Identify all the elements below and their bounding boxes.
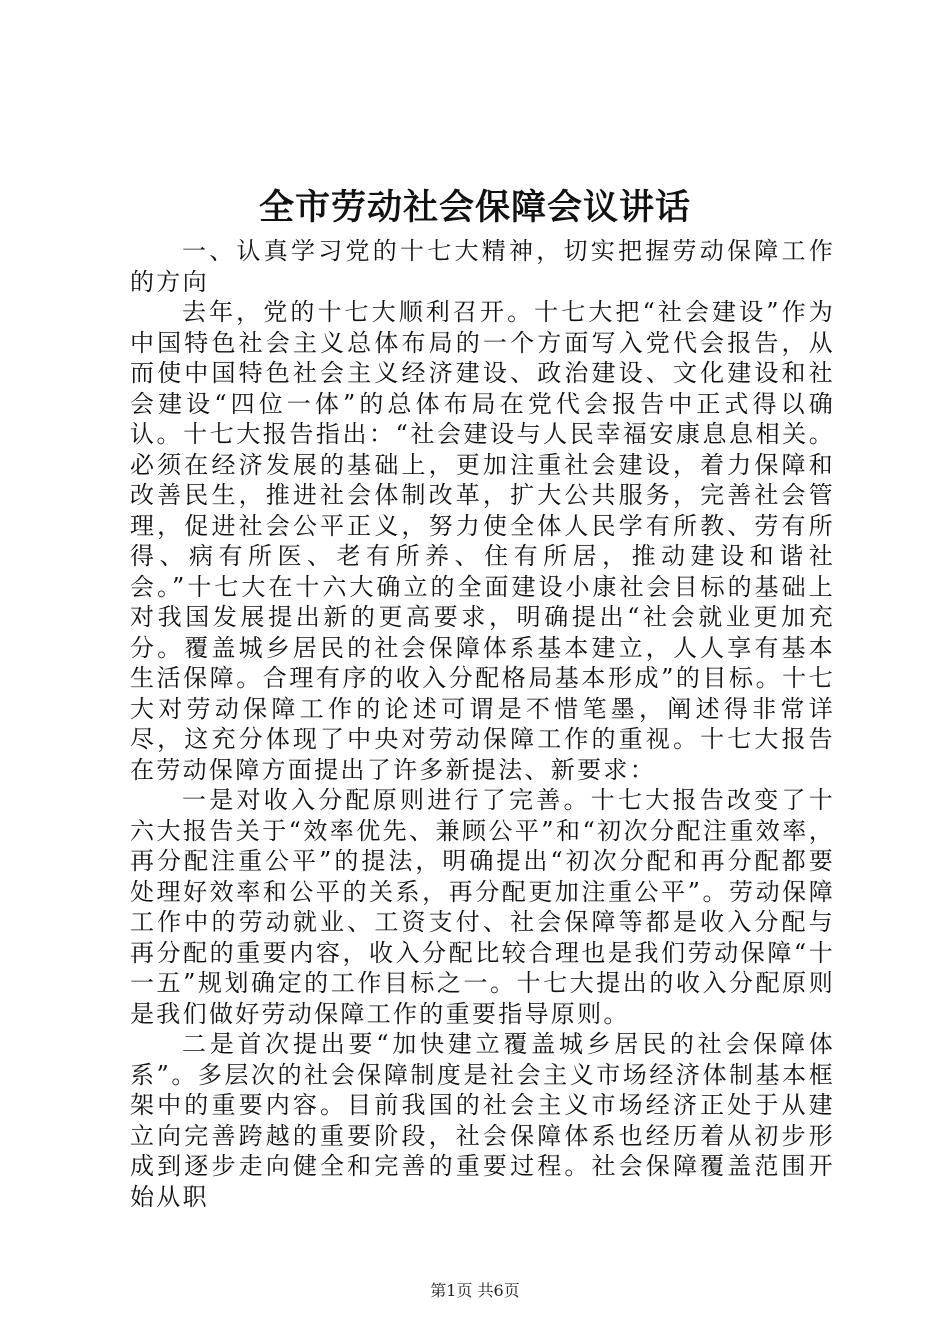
- paragraph: 去年，党的十七大顺利召开。十七大把“社会建设”作为中国特色社会主义总体布局的一个方面写入党代会报告，从而使中国特色社会主义经济建设、政治建设、文化建设和社会建设“四位一体”的总体布局在党代会报告中正式得以确认。十七大报告指出：“社会建设与人民幸福安康息息相关。必须在经济发展的基础上，更加注重社会建设，着力保障和改善民生，推进社会体制改革，扩大公共服务，完善社会管理，促进社会公平正义，努力使全体人民学有所教、劳有所得、病有所医、老有所养、住有所居，推动建设和谐社会。”十七大在十六大确立的全面建设小康社会目标的基础上对我国发展提出新的更高要求，明确提出“社会就业更加充分。覆盖城乡居民的社会保障体系基本建立，人人享有基本生活保障。合理有序的收入分配格局基本形成”的目标。十七大对劳动保障工作的论述可谓是不惜笔墨，阐述得非常详尽，这充分体现了中央对劳动保障工作的重视。十七大报告在劳动保障方面提出了许多新提法、新要求：: [130, 298, 835, 784]
- document-title: 全市劳动社会保障会议讲话: [258, 188, 691, 228]
- page-number-footer: 第1页 共6页: [430, 1281, 520, 1300]
- paragraph: 一是对收入分配原则进行了完善。十七大报告改变了十六大报告关于“效率优先、兼顾公平”和“初次分配注重效率，再分配注重公平”的提法，明确提出“初次分配和再分配都要处理好效率和公平的关系，再分配更加注重公平”。劳动保障工作中的劳动就业、工资支付、社会保障等都是收入分配与再分配的重要内容，收入分配比较合理也是我们劳动保障“十一五”规划确定的工作目标之一。十七大提出的收入分配原则是我们做好劳动保障工作的重要指导原则。: [130, 786, 835, 1028]
- paragraph: 二是首次提出要“加快建立覆盖城乡居民的社会保障体系”。多层次的社会保障制度是社会主义市场经济体制基本框架中的重要内容。目前我国的社会主义市场经济正处于从建立向完善跨越的重要阶段，社会保障体系也经历着从初步形成到逐步走向健全和完善的重要过程。社会保障覆盖范围开始从职: [130, 1030, 835, 1211]
- section-heading: 一、认真学习党的十七大精神，切实把握劳动保障工作的方向: [130, 237, 835, 296]
- document-body: [130, 236, 835, 1212]
